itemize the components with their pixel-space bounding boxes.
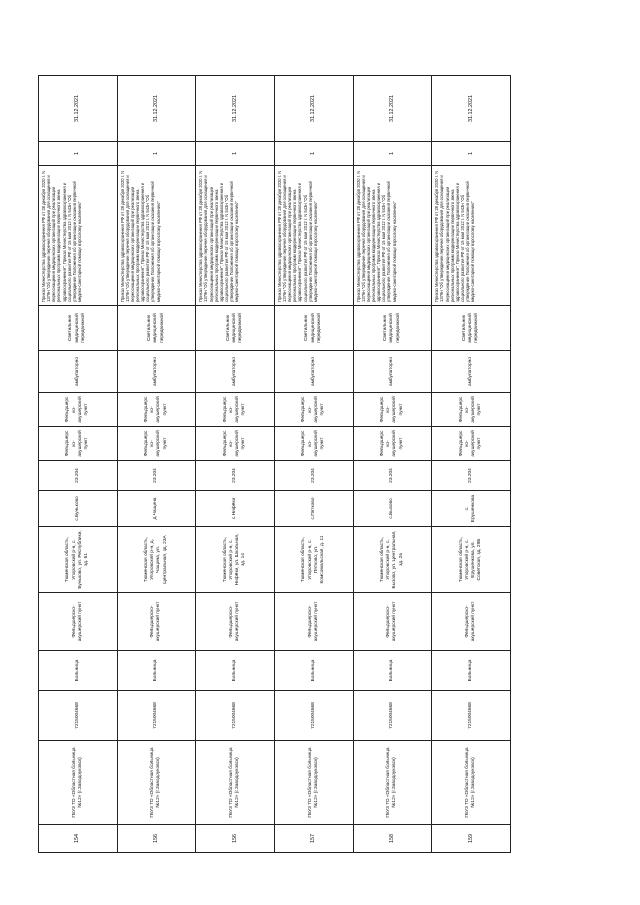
equipment-name-cell: Светильник медицинский передвижной — [432, 306, 511, 351]
inn-cell: 7215004668 — [196, 691, 275, 741]
deadline-date-cell: 31.12.2021 — [432, 76, 511, 142]
deadline-date-cell: 31.12.2021 — [39, 76, 118, 142]
equipment-name-cell: Светильник медицинский передвижной — [196, 306, 275, 351]
settlement-cell: с.Пятково — [274, 491, 353, 527]
address-cell: Тюменская область, Упоровский р-н, с. Нифёки, ул. Школьная, зд. 14 — [196, 527, 275, 593]
row-number-cell: 157 — [274, 825, 353, 853]
organization-type-cell: Больница — [196, 651, 275, 691]
profile-cell: Фельдшерско-акушерский пункт — [274, 393, 353, 427]
legal-basis-cell: Приказ Министерства здравоохранения РФ от 28 декабря 2020 г. N 1379н "Об утверждении перечня оборудования для оснащения и переоснащения медицинских организаций при реализации региональных программ модернизации первичного звена здравоохранения"; Приказ Министерства здравоохранения и социального развития РФ от 15 мая 2012 г. N 543н "Об утверждении Положения об организации оказания первичной медико-санитарной помощи взрослому населению" — [353, 166, 432, 306]
table-row — [274, 76, 353, 853]
code-cell: 23.204 — [196, 461, 275, 491]
organization-cell: ГБУЗ ТО «Областная больница №12» (г.Заводоуковск) — [432, 741, 511, 825]
profile-cell: Фельдшерско-акушерский пункт — [117, 427, 196, 461]
row-number-cell: 154 — [39, 825, 118, 853]
care-condition-cell: амбулаторно — [39, 351, 118, 393]
deadline-date-cell: 31.12.2021 — [196, 76, 275, 142]
equipment-name-cell: Светильник медицинский передвижной — [274, 306, 353, 351]
organization-cell: ГБУЗ ТО «Областная больница №12» (г.Заводоуковск) — [274, 741, 353, 825]
organization-type-cell: Больница — [117, 651, 196, 691]
legal-basis-cell: Приказ Министерства здравоохранения РФ от 28 декабря 2020 г. N 1379н "Об утверждении перечня оборудования для оснащения и переоснащения медицинских организаций при реализации региональных программ модернизации первичного звена здравоохранения"; Приказ Министерства здравоохранения и социального развития РФ от 15 мая 2012 г. N 543н "Об утверждении Положения об организации оказания первичной медико-санитарной помощи взрослому населению" — [39, 166, 118, 306]
address-cell: Тюменская область, Упоровский р-н, д. Чащина, ул. Центральная, зд. 23А — [117, 527, 196, 593]
quantity-cell: 1 — [39, 142, 118, 166]
equipment-name-cell: Светильник медицинский передвижной — [39, 306, 118, 351]
inn-cell: 7215004668 — [274, 691, 353, 741]
row-number-cell: 159 — [432, 825, 511, 853]
code-cell: 23.204 — [117, 461, 196, 491]
profile-cell: Фельдшерско-акушерский пункт — [432, 393, 511, 427]
table-row — [117, 76, 196, 853]
equipment-name-cell: Светильник медицинский передвижной — [117, 306, 196, 351]
settlement-cell: с.Бызово — [353, 491, 432, 527]
unit-name-cell: Фельдшерско-акушерский пункт — [39, 593, 118, 651]
address-cell: Тюменская область, Упоровский р-н, с. Бызово, ул. Центральная, зд. 2в — [353, 527, 432, 593]
deadline-date-cell: 31.12.2021 — [353, 76, 432, 142]
unit-name-cell: Фельдшерско-акушерский пункт — [196, 593, 275, 651]
care-condition-cell: амбулаторно — [432, 351, 511, 393]
table-row — [39, 76, 118, 853]
equipment-name-cell: Светильник медицинский передвижной — [353, 306, 432, 351]
table-row — [432, 76, 511, 853]
settlement-cell: д.Чащина — [117, 491, 196, 527]
deadline-date-cell: 31.12.2021 — [274, 76, 353, 142]
settlement-cell: с.Буньково — [39, 491, 118, 527]
profile-cell: Фельдшерско-акушерский пункт — [353, 427, 432, 461]
unit-name-cell: Фельдшерско-акушерский пункт — [353, 593, 432, 651]
organization-cell: ГБУЗ ТО «Областная больница №12» (г.Заводоуковск) — [39, 741, 118, 825]
deadline-date-cell: 31.12.2021 — [117, 76, 196, 142]
care-condition-cell: амбулаторно — [196, 351, 275, 393]
organization-cell: ГБУЗ ТО «Областная больница №12» (г.Заводоуковск) — [196, 741, 275, 825]
legal-basis-cell: Приказ Министерства здравоохранения РФ от 28 декабря 2020 г. N 1379н "Об утверждении перечня оборудования для оснащения и переоснащения медицинских организаций при реализации региональных программ модернизации первичного звена здравоохранения"; Приказ Министерства здравоохранения и социального развития РФ от 15 мая 2012 г. N 543н "Об утверждении Положения об организации оказания первичной медико-санитарной помощи взрослому населению" — [274, 166, 353, 306]
inn-cell: 7215004668 — [117, 691, 196, 741]
legal-basis-cell: Приказ Министерства здравоохранения РФ от 28 декабря 2020 г. N 1379н "Об утверждении перечня оборудования для оснащения и переоснащения медицинских организаций при реализации региональных программ модернизации первичного звена здравоохранения"; Приказ Министерства здравоохранения и социального развития РФ от 15 мая 2012 г. N 543н "Об утверждении Положения об организации оказания первичной медико-санитарной помощи взрослому населению" — [196, 166, 275, 306]
code-cell: 23.204 — [39, 461, 118, 491]
quantity-cell: 1 — [432, 142, 511, 166]
quantity-cell: 1 — [196, 142, 275, 166]
profile-cell: Фельдшерско-акушерский пункт — [353, 393, 432, 427]
table-row — [353, 76, 432, 853]
care-condition-cell: амбулаторно — [117, 351, 196, 393]
organization-cell: ГБУЗ ТО «Областная больница №12» (г.Заводоуковск) — [353, 741, 432, 825]
quantity-cell: 1 — [274, 142, 353, 166]
inn-cell: 7215004668 — [353, 691, 432, 741]
code-cell: 23.204 — [353, 461, 432, 491]
organization-type-cell: Больница — [432, 651, 511, 691]
row-number-cell: 156 — [117, 825, 196, 853]
address-cell: Тюменская область, Упоровский р-н, с. Буньково, ул. Республики, зд. 61 — [39, 527, 118, 593]
code-cell: 23.204 — [432, 461, 511, 491]
legal-basis-cell: Приказ Министерства здравоохранения РФ от 28 декабря 2020 г. N 1379н "Об утверждении перечня оборудования для оснащения и переоснащения медицинских организаций при реализации региональных программ модернизации первичного звена здравоохранения"; Приказ Министерства здравоохранения и социального развития РФ от 15 мая 2012 г. N 543н "Об утверждении Положения об организации оказания первичной медико-санитарной помощи взрослому населению" — [432, 166, 511, 306]
profile-cell: Фельдшерско-акушерский пункт — [196, 393, 275, 427]
inn-cell: 7215004668 — [432, 691, 511, 741]
unit-name-cell: Фельдшерско-акушерский пункт — [117, 593, 196, 651]
profile-cell: Фельдшерско-акушерский пункт — [117, 393, 196, 427]
address-cell: Тюменская область, Упоровский р-н, с. Ерушенкова, ул. Советская, зд. 29Б — [432, 527, 511, 593]
address-cell: Тюменская область, Упоровский р-н, с. Пятково, ул. Комсомольская, д. 11 — [274, 527, 353, 593]
organization-type-cell: Больница — [274, 651, 353, 691]
settlement-cell: с. Ерушенкова — [432, 491, 511, 527]
equipment-register-table — [38, 75, 511, 853]
row-number-cell: 158 — [353, 825, 432, 853]
unit-name-cell: Фельдшерско-акушерский пункт — [274, 593, 353, 651]
profile-cell: Фельдшерско-акушерский пункт — [39, 427, 118, 461]
table-body — [39, 76, 511, 853]
care-condition-cell: амбулаторно — [353, 351, 432, 393]
care-condition-cell: амбулаторно — [274, 351, 353, 393]
organization-cell: ГБУЗ ТО «Областная больница №12» (г.Заводоуковск) — [117, 741, 196, 825]
table-row — [196, 76, 275, 853]
legal-basis-cell: Приказ Министерства здравоохранения РФ от 28 декабря 2020 г. N 1379н "Об утверждении перечня оборудования для оснащения и переоснащения медицинских организаций при реализации региональных программ модернизации первичного звена здравоохранения"; Приказ Министерства здравоохранения и социального развития РФ от 15 мая 2012 г. N 543н "Об утверждении Положения об организации оказания первичной медико-санитарной помощи взрослому населению" — [117, 166, 196, 306]
row-number-cell: 156 — [196, 825, 275, 853]
quantity-cell: 1 — [353, 142, 432, 166]
profile-cell: Фельдшерско-акушерский пункт — [39, 393, 118, 427]
settlement-cell: с.Нифёки — [196, 491, 275, 527]
profile-cell: Фельдшерско-акушерский пункт — [196, 427, 275, 461]
quantity-cell: 1 — [117, 142, 196, 166]
organization-type-cell: Больница — [353, 651, 432, 691]
organization-type-cell: Больница — [39, 651, 118, 691]
inn-cell: 7215004668 — [39, 691, 118, 741]
code-cell: 23.204 — [274, 461, 353, 491]
unit-name-cell: Фельдшерско-акушерский пункт — [432, 593, 511, 651]
profile-cell: Фельдшерско-акушерский пункт — [274, 427, 353, 461]
profile-cell: Фельдшерско-акушерский пункт — [432, 427, 511, 461]
